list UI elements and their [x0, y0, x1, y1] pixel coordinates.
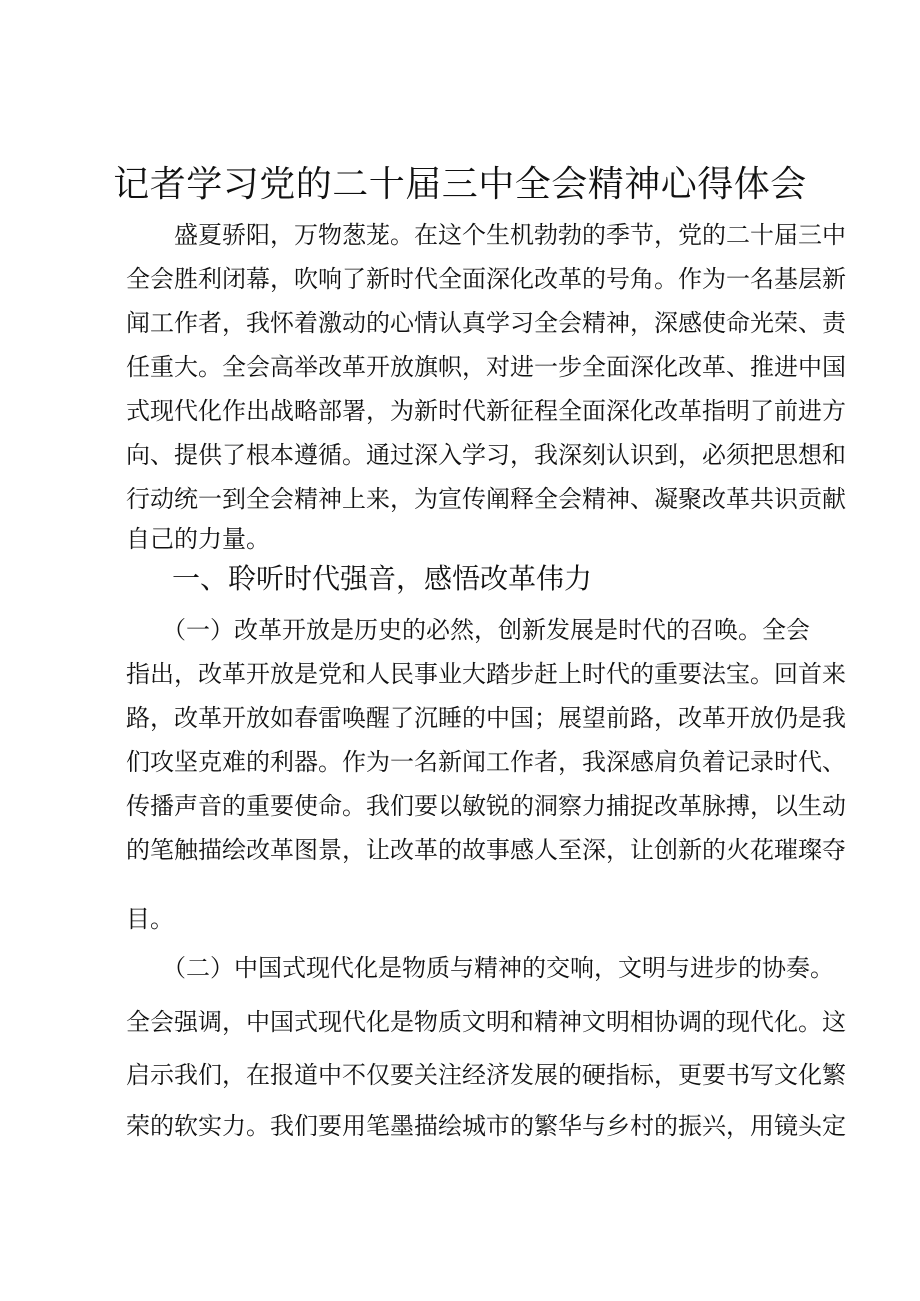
- intro-line-7: 行动统一到全会精神上来，为宣传阐释全会精神、凝聚改革共识贡献: [126, 485, 846, 513]
- para1-line-2: 指出，改革开放是党和人民事业大踏步赶上时代的重要法宝。回首来: [126, 660, 846, 688]
- para2-line-2: 全会强调，中国式现代化是物质文明和精神文明相协调的现代化。这: [126, 1008, 846, 1036]
- section-heading: 一、聆听时代强音，感悟改革伟力: [172, 562, 593, 595]
- document-title: 记者学习党的二十届三中全会精神心得体会: [113, 164, 807, 205]
- para1-line-5: 传播声音的重要使命。我们要以敏锐的洞察力捕捉改革脉搏，以生动: [126, 792, 846, 820]
- intro-line-2: 全会胜利闭幕，吹响了新时代全面深化改革的号角。作为一名基层新: [126, 265, 846, 293]
- para1-line-3: 路，改革开放如春雷唤醒了沉睡的中国；展望前路，改革开放仍是我: [126, 704, 846, 732]
- intro-line-8: 自己的力量。: [126, 525, 270, 553]
- para2-line-1: （二）中国式现代化是物质与精神的交响，文明与进步的协奏。: [126, 954, 834, 982]
- intro-line-1: 盛夏骄阳，万物葱茏。在这个生机勃勃的季节，党的二十届三中: [126, 221, 846, 249]
- intro-line-5: 式现代化作出战略部署，为新时代新征程全面深化改革指明了前进方: [126, 397, 846, 425]
- para1-line-7: 目。: [126, 905, 174, 933]
- para2-line-4: 荣的软实力。我们要用笔墨描绘城市的繁华与乡村的振兴，用镜头定: [126, 1112, 846, 1140]
- para2-line-3: 启示我们，在报道中不仅要关注经济发展的硬指标，更要书写文化繁: [126, 1061, 846, 1089]
- para1-line-4: 们攻坚克难的利器。作为一名新闻工作者，我深感肩负着记录时代、: [126, 748, 846, 776]
- intro-line-3: 闻工作者，我怀着激动的心情认真学习全会精神，深感使命光荣、责: [126, 309, 846, 337]
- para1-line-1: （一）改革开放是历史的必然，创新发展是时代的召唤。全会: [126, 616, 810, 644]
- para1-line-6: 的笔触描绘改革图景，让改革的故事感人至深，让创新的火花璀璨夺: [126, 836, 846, 864]
- intro-line-4: 任重大。全会高举改革开放旗帜，对进一步全面深化改革、推进中国: [126, 353, 846, 381]
- intro-line-6: 向、提供了根本遵循。通过深入学习，我深刻认识到，必须把思想和: [126, 441, 846, 469]
